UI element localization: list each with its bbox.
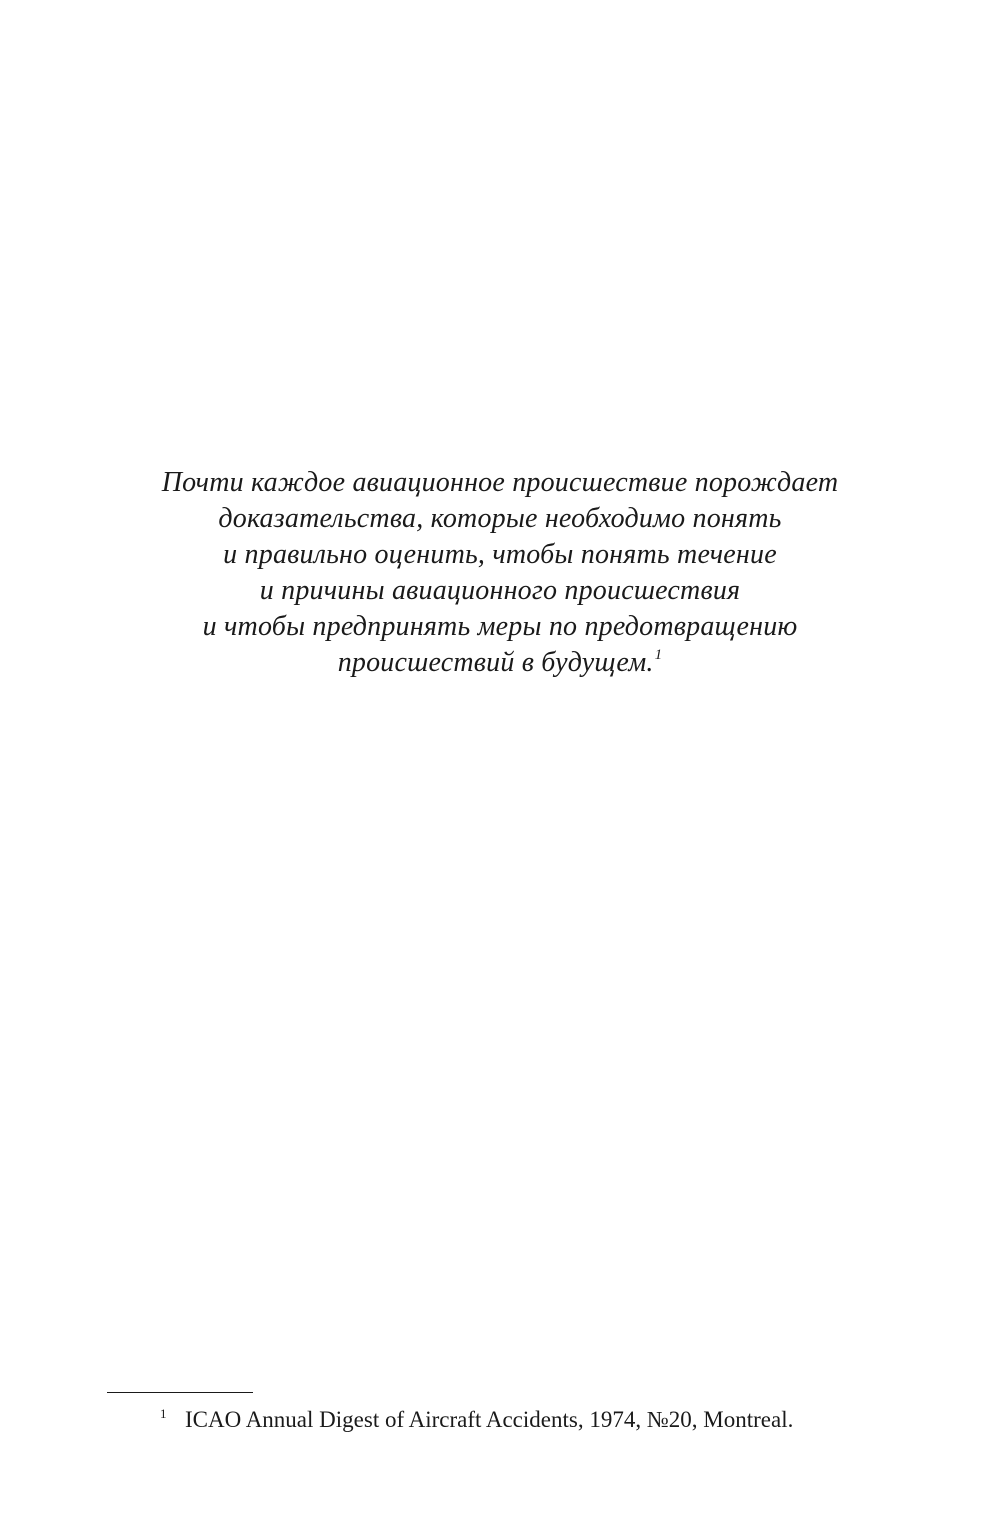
footnote-reference[interactable]: 1 <box>654 647 663 663</box>
footnote: 1 ICAO Annual Digest of Aircraft Accidents, 1974, №20, Montreal. <box>160 1406 794 1432</box>
epigraph-line: и правильно оценить, чтобы понять течение <box>223 539 777 570</box>
epigraph-line: и причины авиационного происшествия <box>259 575 741 606</box>
epigraph-line: Почти каждое авиационное происшествие порождает <box>161 467 839 498</box>
epigraph-line: происшествий в будущем. <box>337 647 654 678</box>
footnote-text: ICAO Annual Digest of Aircraft Accidents, 1974, №20, Montreal. <box>185 1407 794 1432</box>
epigraph-quote <box>0 465 1000 681</box>
epigraph-line: и чтобы предпринять меры по предотвращению <box>202 611 798 642</box>
epigraph-line: доказательства, которые необходимо понять <box>218 503 782 534</box>
epigraph-last-line <box>0 645 1000 681</box>
footnote-separator <box>107 1392 253 1393</box>
